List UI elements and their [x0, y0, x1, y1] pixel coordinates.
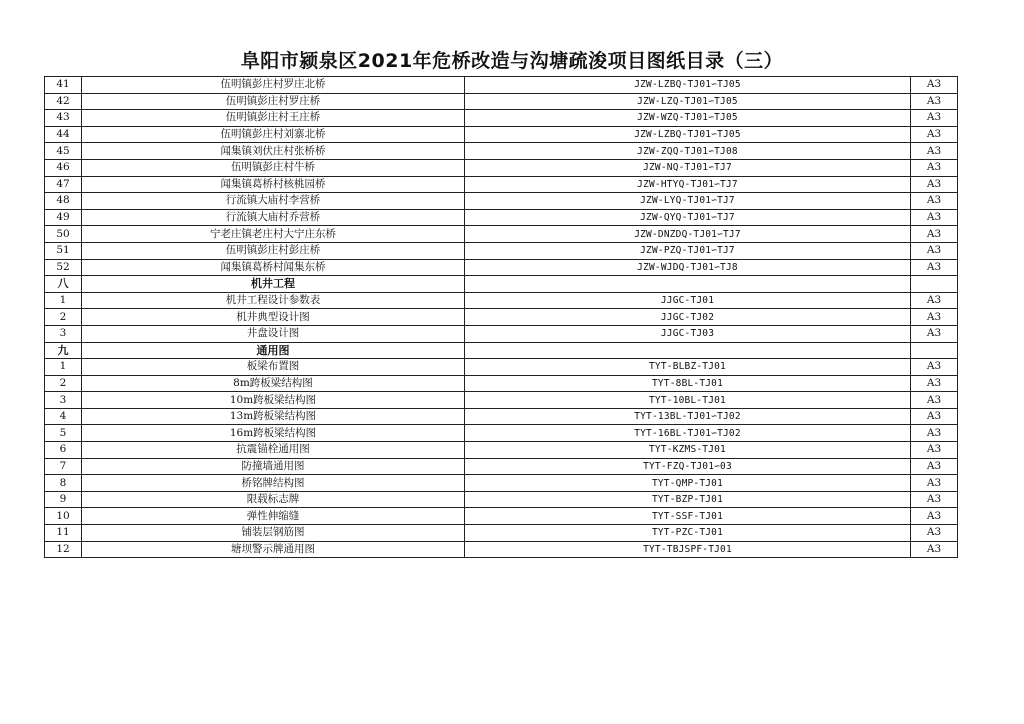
sheet-size: A3: [911, 77, 958, 94]
drawing-name: 闻集镇刘伏庄村张桥桥: [82, 143, 465, 160]
table-row: [45, 425, 958, 442]
table-row: [45, 159, 958, 176]
row-number: 8: [45, 475, 82, 492]
drawing-code: TYT-KZMS-TJ01: [465, 442, 911, 459]
sheet-size: A3: [911, 309, 958, 326]
drawing-code: JZW-DNZDQ-TJ01∽TJ7: [465, 226, 911, 243]
drawing-code: JZW-ZQQ-TJ01∽TJ08: [465, 143, 911, 160]
row-number: 3: [45, 392, 82, 409]
drawing-catalog-table: [44, 76, 958, 558]
drawing-code: JZW-WZQ-TJ01∽TJ05: [465, 110, 911, 127]
table-row: [45, 209, 958, 226]
sheet-size: A3: [911, 408, 958, 425]
drawing-code: JZW-QYQ-TJ01∽TJ7: [465, 209, 911, 226]
drawing-name: 弹性伸缩缝: [82, 508, 465, 525]
sheet-size: A3: [911, 126, 958, 143]
drawing-name: 板梁布置图: [82, 359, 465, 376]
table-row: [45, 458, 958, 475]
sheet-size: A3: [911, 425, 958, 442]
sheet-size: A3: [911, 159, 958, 176]
row-number: 46: [45, 159, 82, 176]
drawing-name: 防撞墙通用图: [82, 458, 465, 475]
sheet-size: A3: [911, 325, 958, 342]
sheet-size: [911, 342, 958, 359]
drawing-code: JZW-LYQ-TJ01∽TJ7: [465, 193, 911, 210]
sheet-size: A3: [911, 375, 958, 392]
table-row: [45, 176, 958, 193]
row-number: 7: [45, 458, 82, 475]
drawing-code: JZW-LZBQ-TJ01∽TJ05: [465, 126, 911, 143]
drawing-name: 限载标志牌: [82, 491, 465, 508]
sheet-size: A3: [911, 176, 958, 193]
drawing-code: TYT-QMP-TJ01: [465, 475, 911, 492]
row-number: 6: [45, 442, 82, 459]
drawing-code: TYT-FZQ-TJ01∽03: [465, 458, 911, 475]
row-number: 1: [45, 359, 82, 376]
drawing-name: 伍明镇彭庄村罗庄桥: [82, 93, 465, 110]
drawing-code: JZW-LZBQ-TJ01∽TJ05: [465, 77, 911, 94]
row-number: 41: [45, 77, 82, 94]
sheet-size: A3: [911, 143, 958, 160]
drawing-code: TYT-BLBZ-TJ01: [465, 359, 911, 376]
drawing-name: 宁老庄镇老庄村大宁庄东桥: [82, 226, 465, 243]
drawing-name: 伍明镇彭庄村王庄桥: [82, 110, 465, 127]
drawing-name: 16m跨板梁结构图: [82, 425, 465, 442]
row-number: 11: [45, 525, 82, 542]
table-row: [45, 491, 958, 508]
table-row: [45, 475, 958, 492]
row-number: 48: [45, 193, 82, 210]
table-row: [45, 359, 958, 376]
drawing-name: 行流镇大庙村李营桥: [82, 193, 465, 210]
table-row: [45, 325, 958, 342]
drawing-name: 伍明镇彭庄村牛桥: [82, 159, 465, 176]
section-number: 八: [45, 276, 82, 293]
row-number: 51: [45, 242, 82, 259]
table-row: [45, 226, 958, 243]
drawing-code: JJGC-TJ01: [465, 292, 911, 309]
sheet-size: A3: [911, 209, 958, 226]
table-row: [45, 77, 958, 94]
drawing-name: 伍明镇彭庄村彭庄桥: [82, 242, 465, 259]
row-number: 9: [45, 491, 82, 508]
drawing-code: TYT-10BL-TJ01: [465, 392, 911, 409]
table-row: [45, 442, 958, 459]
sheet-size: A3: [911, 93, 958, 110]
sheet-size: A3: [911, 491, 958, 508]
sheet-size: A3: [911, 442, 958, 459]
sheet-size: A3: [911, 110, 958, 127]
row-number: 1: [45, 292, 82, 309]
table-row: [45, 408, 958, 425]
row-number: 10: [45, 508, 82, 525]
drawing-code: [465, 276, 911, 293]
sheet-size: A3: [911, 226, 958, 243]
row-number: 5: [45, 425, 82, 442]
drawing-name: 闻集镇葛桥村核桃园桥: [82, 176, 465, 193]
drawing-name: 10m跨板梁结构图: [82, 392, 465, 409]
row-number: 45: [45, 143, 82, 160]
drawing-code: [465, 342, 911, 359]
drawing-name: 伍明镇彭庄村罗庄北桥: [82, 77, 465, 94]
row-number: 47: [45, 176, 82, 193]
drawing-name: 伍明镇彭庄村刘寨北桥: [82, 126, 465, 143]
table-row: [45, 93, 958, 110]
table-row: [45, 110, 958, 127]
table-row: [45, 126, 958, 143]
row-number: 3: [45, 325, 82, 342]
section-row: [45, 276, 958, 293]
row-number: 52: [45, 259, 82, 276]
drawing-name: 机井工程设计参数表: [82, 292, 465, 309]
drawing-code: TYT-SSF-TJ01: [465, 508, 911, 525]
sheet-size: [911, 276, 958, 293]
sheet-size: A3: [911, 359, 958, 376]
drawing-code: TYT-TBJSPF-TJ01: [465, 541, 911, 558]
row-number: 4: [45, 408, 82, 425]
drawing-code: TYT-BZP-TJ01: [465, 491, 911, 508]
table-row: [45, 143, 958, 160]
drawing-name: 13m跨板梁结构图: [82, 408, 465, 425]
sheet-size: A3: [911, 475, 958, 492]
table-row: [45, 525, 958, 542]
table-row: [45, 193, 958, 210]
table-row: [45, 375, 958, 392]
table-row: [45, 541, 958, 558]
section-name: 机井工程: [82, 276, 465, 293]
row-number: 42: [45, 93, 82, 110]
sheet-size: A3: [911, 525, 958, 542]
drawing-name: 桥铭牌结构图: [82, 475, 465, 492]
section-row: [45, 342, 958, 359]
section-number: 九: [45, 342, 82, 359]
section-name: 通用图: [82, 342, 465, 359]
drawing-code: JJGC-TJ02: [465, 309, 911, 326]
catalog-body: [45, 77, 958, 558]
row-number: 50: [45, 226, 82, 243]
drawing-code: JZW-LZQ-TJ01∽TJ05: [465, 93, 911, 110]
sheet-size: A3: [911, 292, 958, 309]
drawing-name: 行流镇大庙村乔营桥: [82, 209, 465, 226]
drawing-name: 机井典型设计图: [82, 309, 465, 326]
document-title: 阜阳市颍泉区2021年危桥改造与沟塘疏浚项目图纸目录（三）: [240, 50, 784, 72]
table-row: [45, 392, 958, 409]
drawing-code: JJGC-TJ03: [465, 325, 911, 342]
drawing-code: TYT-16BL-TJ01∽TJ02: [465, 425, 911, 442]
drawing-code: TYT-8BL-TJ01: [465, 375, 911, 392]
table-row: [45, 242, 958, 259]
drawing-name: 8m跨板梁结构图: [82, 375, 465, 392]
drawing-code: JZW-NQ-TJ01∽TJ7: [465, 159, 911, 176]
drawing-name: 井盘设计图: [82, 325, 465, 342]
row-number: 2: [45, 375, 82, 392]
drawing-name: 闻集镇葛桥村闻集东桥: [82, 259, 465, 276]
row-number: 49: [45, 209, 82, 226]
table-row: [45, 292, 958, 309]
drawing-code: JZW-WJDQ-TJ01∽TJ8: [465, 259, 911, 276]
drawing-code: TYT-13BL-TJ01∽TJ02: [465, 408, 911, 425]
drawing-name: 塘坝警示牌通用图: [82, 541, 465, 558]
drawing-name: 铺装层钢筋图: [82, 525, 465, 542]
table-row: [45, 309, 958, 326]
sheet-size: A3: [911, 259, 958, 276]
row-number: 44: [45, 126, 82, 143]
sheet-size: A3: [911, 541, 958, 558]
row-number: 43: [45, 110, 82, 127]
row-number: 2: [45, 309, 82, 326]
sheet-size: A3: [911, 392, 958, 409]
drawing-code: JZW-HTYQ-TJ01∽TJ7: [465, 176, 911, 193]
drawing-code: JZW-PZQ-TJ01∽TJ7: [465, 242, 911, 259]
drawing-name: 抗震锚栓通用图: [82, 442, 465, 459]
sheet-size: A3: [911, 508, 958, 525]
row-number: 12: [45, 541, 82, 558]
table-row: [45, 508, 958, 525]
sheet-size: A3: [911, 458, 958, 475]
drawing-code: TYT-PZC-TJ01: [465, 525, 911, 542]
table-row: [45, 259, 958, 276]
sheet-size: A3: [911, 242, 958, 259]
sheet-size: A3: [911, 193, 958, 210]
